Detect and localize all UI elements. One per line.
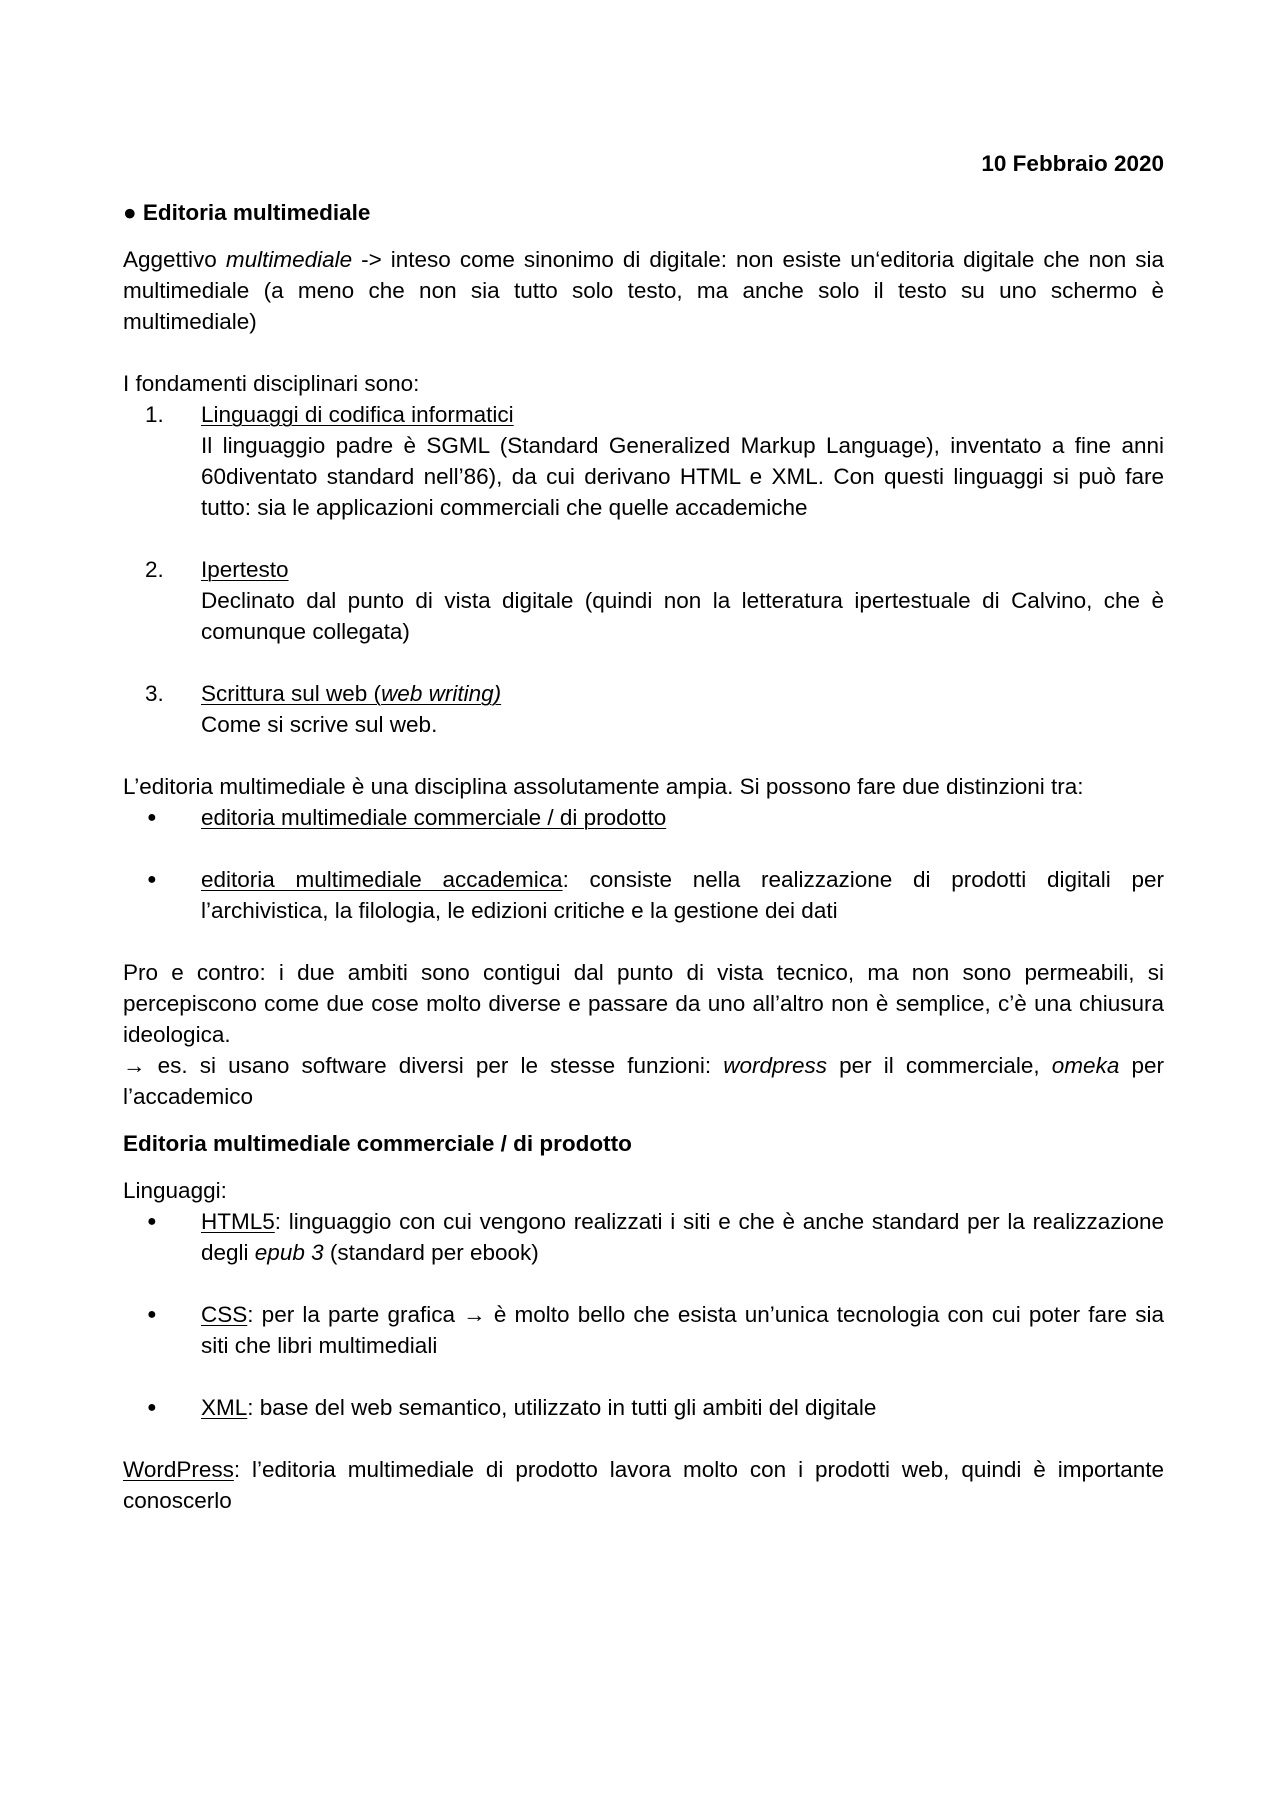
list-item (123, 1299, 1164, 1361)
bullet-icon: ● (147, 871, 157, 888)
list-item-title (201, 678, 1164, 709)
list-item-text: : consiste nella realizzazione di prodotti digitali per l’archivistica, la filologia, le edizioni critiche e la gestione dei dati (201, 867, 1164, 923)
list-number: 1. (145, 402, 164, 427)
intro-emphasis: multimediale (225, 247, 353, 272)
wordpress-paragraph (123, 1454, 1164, 1516)
list-item-text: : base del web semantico, utilizzato in tutti gli ambiti del digitale (247, 1395, 877, 1420)
list-number: 3. (145, 681, 164, 706)
section-heading-commerciale: Editoria multimediale commerciale / di prodotto (123, 1131, 632, 1156)
heading-title: Editoria multimediale (142, 200, 371, 225)
linguaggi-lead: Linguaggi: (123, 1178, 227, 1203)
list-item-title: Ipertesto (201, 557, 289, 582)
list-item (123, 399, 1164, 523)
list-item-body: Il linguaggio padre è SGML (Standard Generalized Markup Language), inventato a fine anni 60diventato standard nell’86), da cui derivano HTML e XML. Con questi linguaggi si può fare tutto: sia le applicazioni commerciali che quelle accademiche (201, 433, 1164, 520)
fondamenti-lead: I fondamenti disciplinari sono: (123, 371, 420, 396)
list-number: 2. (145, 557, 164, 582)
fondamenti-list (123, 399, 1164, 740)
list-item-label: XML (201, 1395, 248, 1420)
bullet-icon: ● (147, 1213, 157, 1230)
list-item (123, 802, 1164, 833)
linguaggi-list (123, 1206, 1164, 1423)
distinzioni-lead: L’editoria multimediale è una disciplina assolutamente ampia. Si possono fare due distinzioni tra: (123, 774, 1084, 799)
list-item (123, 864, 1164, 926)
list-item (123, 1206, 1164, 1268)
list-item (123, 554, 1164, 647)
intro-paragraph (123, 244, 1164, 337)
document-date: 10 Febbraio 2020 (981, 151, 1164, 176)
bullet-icon: ● (147, 1399, 157, 1416)
title-text: Scrittura sul web ( (201, 681, 382, 706)
list-item (123, 678, 1164, 740)
list-item-title: Linguaggi di codifica informatici (201, 402, 514, 427)
page-content (123, 148, 1164, 1516)
list-item-emphasis: epub 3 (254, 1240, 324, 1265)
list-item-label: HTML5 (201, 1209, 275, 1234)
bullet-icon: ● (147, 1306, 157, 1323)
wordpress-text: : l’editoria multimediale di prodotto lavora molto con i prodotti web, quindi è importante conoscerlo (123, 1457, 1164, 1513)
example-emphasis-1: wordpress (723, 1053, 827, 1078)
intro-text-a: Aggettivo (123, 247, 226, 272)
intro-text-b: -> inteso come sinonimo di digitale: non esiste un‘editoria digitale che non sia multimediale (a meno che non sia tutto solo testo, ma anche solo il testo su uno schermo è multimediale) (123, 247, 1164, 334)
example-text-b: per il commerciale, (827, 1053, 1052, 1078)
list-item-body: Declinato dal punto di vista digitale (quindi non la letteratura ipertestuale di Calvino, che è comunque collegata) (201, 588, 1164, 644)
list-item-text: (standard per ebook) (323, 1240, 539, 1265)
pro-contro-paragraph: Pro e contro: i due ambiti sono contigui dal punto di vista tecnico, ma non sono permeabili, si percepiscono come due cose molto diverse e passare da uno all’altro non è semplice, c’è una chiusura ideologica. (123, 960, 1164, 1047)
heading-bullet: ● (123, 200, 137, 225)
wordpress-label: WordPress (123, 1457, 234, 1482)
section-heading-editoria (123, 197, 1164, 228)
list-item-text: : linguaggio con cui vengono realizzati i siti e che è anche standard per la realizzazione degli (201, 1209, 1164, 1265)
list-item-text: : per la parte grafica → è molto bello che esista un’unica tecnologia con cui poter fare sia siti che libri multimediali (201, 1302, 1164, 1358)
list-item-body: Come si scrive sul web. (201, 712, 438, 737)
example-text-a: → es. si usano software diversi per le stesse funzioni: (123, 1053, 724, 1078)
list-item-label: editoria multimediale accademica (201, 867, 563, 892)
example-paragraph (123, 1050, 1164, 1112)
list-item (123, 1392, 1164, 1423)
example-text-c: per l’accademico (123, 1053, 1164, 1109)
list-item-label: editoria multimediale commerciale / di prodotto (201, 805, 667, 830)
title-emphasis: web writing) (381, 681, 502, 706)
bullet-icon: ● (147, 809, 157, 826)
distinzioni-list (123, 802, 1164, 926)
example-emphasis-2: omeka (1051, 1053, 1120, 1078)
list-item-label: CSS (201, 1302, 248, 1327)
